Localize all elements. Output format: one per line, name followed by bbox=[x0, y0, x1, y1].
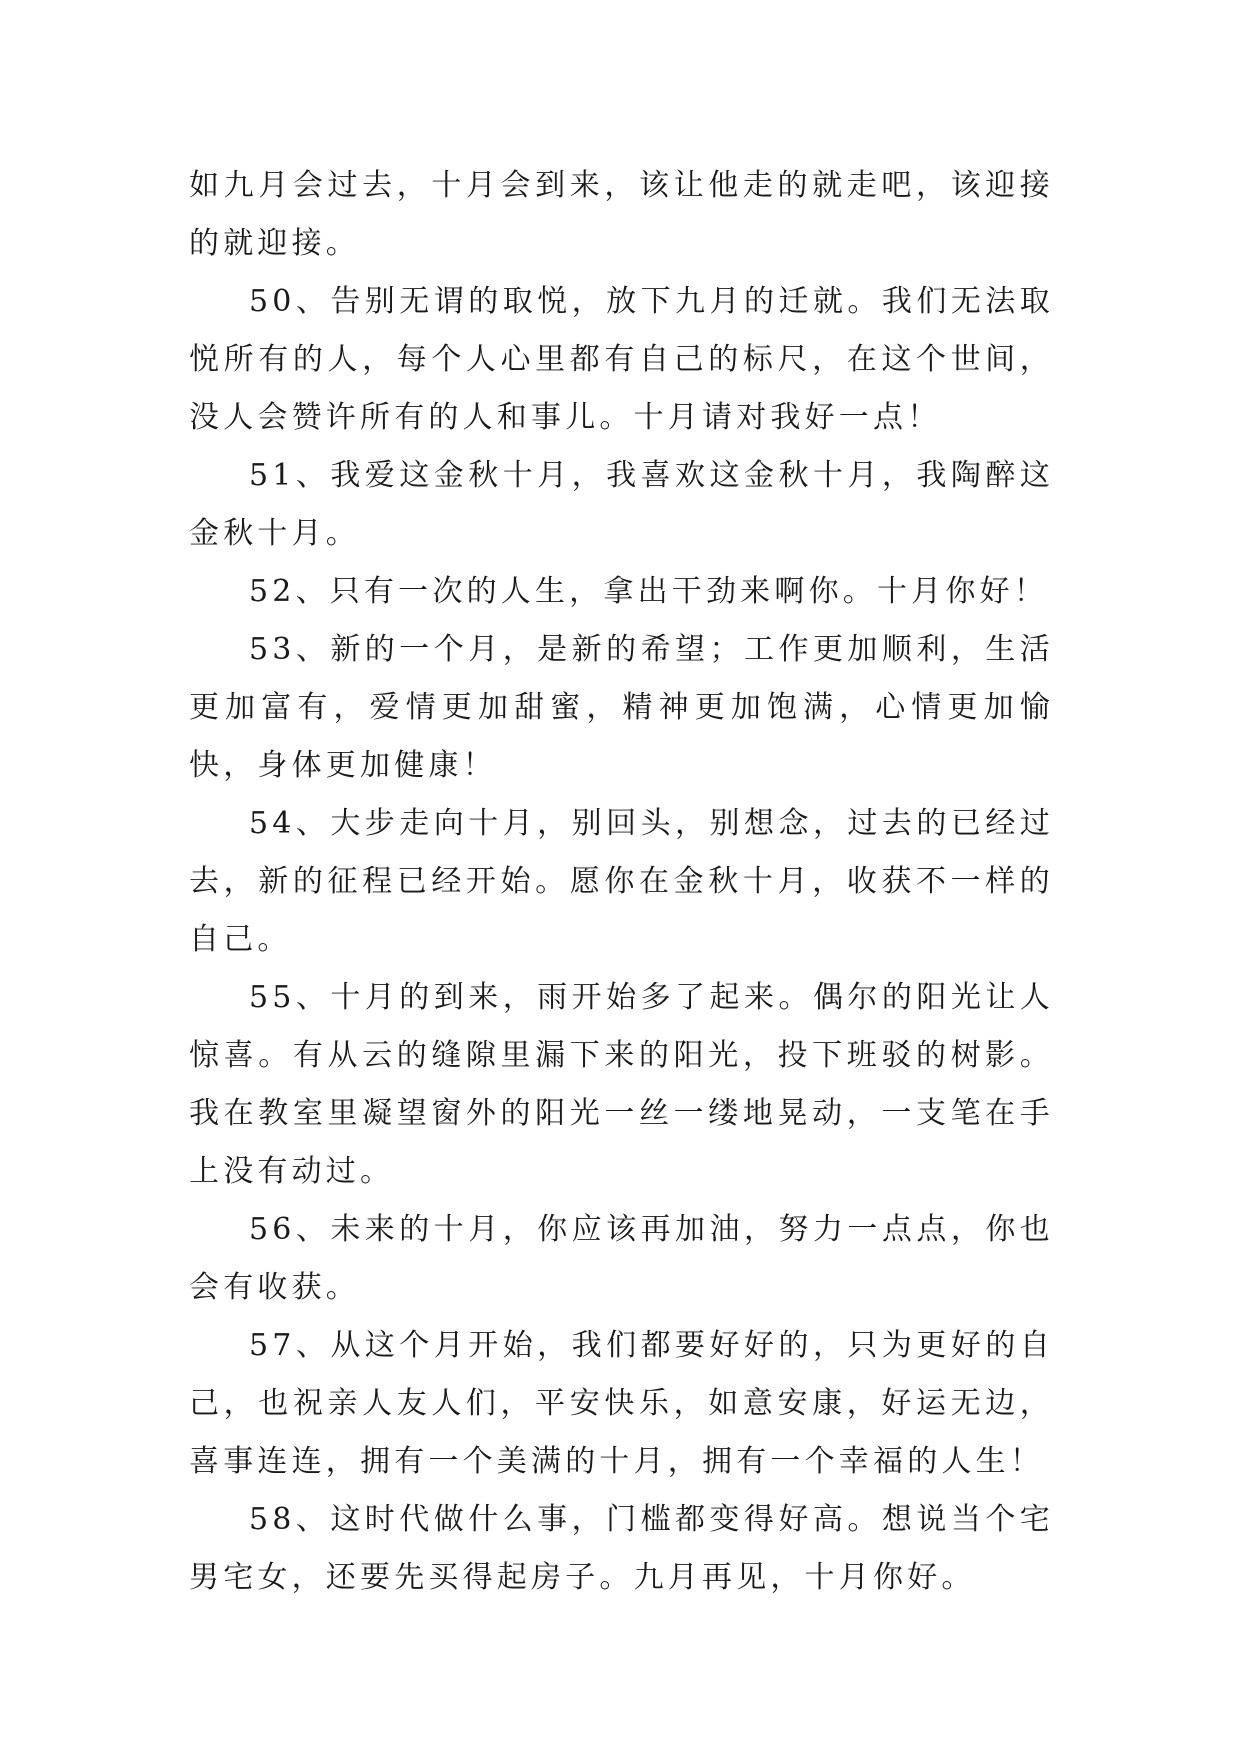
paragraph-58: 58、这时代做什么事，门槛都变得好高。想说当个宅男宅女，还要先买得起房子。九月再见，十月你好。 bbox=[189, 1502, 1054, 1595]
paragraph-56: 56、未来的十月，你应该再加油，努力一点点，你也会有收获。 bbox=[189, 1212, 1054, 1305]
paragraph-50: 50、告别无谓的取悦，放下九月的迁就。我们无法取悦所有的人，每个人心里都有自己的标尺，在这个世间，没人会赞许所有的人和事儿。十月请对我好一点！ bbox=[189, 284, 1054, 435]
paragraph-54: 54、大步走向十月，别回头，别想念，过去的已经过去，新的征程已经开始。愿你在金秋十月，收获不一样的自己。 bbox=[189, 806, 1054, 957]
paragraph-53: 53、新的一个月，是新的希望；工作更加顺利，生活更加富有，爱情更加甜蜜，精神更加饱满，心情更加愉快，身体更加健康！ bbox=[189, 632, 1054, 783]
paragraph-55: 55、十月的到来，雨开始多了起来。偶尔的阳光让人惊喜。有从云的缝隙里漏下来的阳光，投下班驳的树影。我在教室里凝望窗外的阳光一丝一缕地晃动，一支笔在手上没有动过。 bbox=[189, 980, 1054, 1189]
document-body bbox=[189, 157, 1054, 1607]
paragraph-51: 51、我爱这金秋十月，我喜欢这金秋十月，我陶醉这金秋十月。 bbox=[189, 458, 1054, 551]
paragraph-52: 52、只有一次的人生，拿出干劲来啊你。十月你好！ bbox=[249, 574, 1048, 609]
paragraph-continuation: 如九月会过去，十月会到来，该让他走的就走吧，该迎接的就迎接。 bbox=[189, 168, 1054, 261]
paragraph-57: 57、从这个月开始，我们都要好好的，只为更好的自己，也祝亲人友人们，平安快乐，如意安康，好运无边，喜事连连，拥有一个美满的十月，拥有一个幸福的人生！ bbox=[189, 1328, 1054, 1479]
